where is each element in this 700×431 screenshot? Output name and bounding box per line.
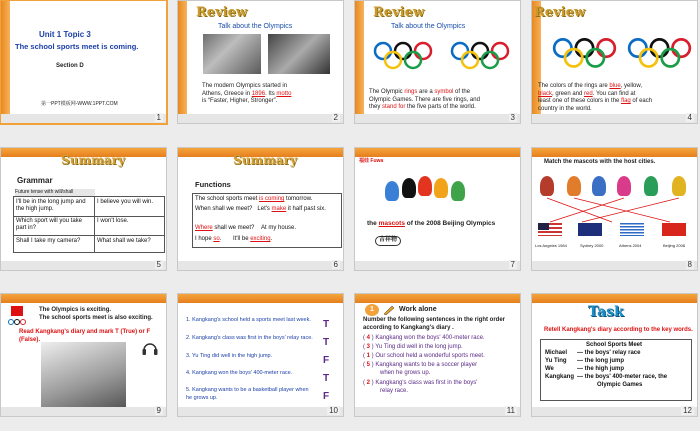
slide-subtitle: The school sports meet is coming. — [15, 42, 139, 51]
slide-footer-bar — [1, 261, 166, 270]
slide-line: The Olympics is exciting. — [39, 307, 112, 313]
slide-heading: Talk about the Olympics — [218, 23, 293, 30]
tf-item: 2. Kangkang's class was first in the boys' relay race. — [186, 335, 313, 341]
summary-banner: Summary — [61, 153, 125, 167]
slide-number: 3 — [510, 113, 515, 122]
table-header: Future tense with will/shall — [15, 189, 95, 197]
task-box: School Sports Meet Michael — the boys' relay race Yu Ting — the long jump We — the high jump Kangkang — the boys' 400-meter race, the Olympic Games — [540, 339, 692, 401]
activity-number-badge: 1 — [365, 304, 379, 316]
slide-number: 10 — [329, 406, 338, 415]
city-label: Athens 2004 — [619, 243, 642, 248]
list-item: ( 5 ) Kangkang wants to be a soccer player — [363, 362, 478, 368]
slide-footer-bar — [532, 407, 697, 416]
slide-line: The school sports meet is also exciting. — [39, 315, 153, 321]
instruction-text: Retell Kangkang's diary according to the key words. — [544, 327, 693, 333]
review-banner: Review — [534, 5, 586, 20]
list-item: relay race. — [380, 388, 409, 394]
slide-body: The modern Olympics started in Athens, Greece in 1896. Its motto is “Faster, Higher, Stronger”. — [202, 83, 292, 104]
slide-footer-bar — [1, 407, 166, 416]
section-heading: Grammar — [17, 176, 53, 185]
slide-number: 4 — [687, 113, 692, 122]
slide-number: 12 — [683, 406, 692, 415]
slide-accent-bar — [355, 1, 364, 123]
table-cell: Shall I take my camera? — [16, 238, 81, 244]
athletes-photo — [268, 34, 330, 74]
slide-thumbnail-6[interactable] — [177, 147, 344, 271]
slide-number: 7 — [510, 260, 515, 269]
city-label: Beijing 2008 — [663, 243, 686, 248]
slide-heading: Talk about the Olympics — [391, 23, 466, 30]
pencil-icon — [383, 305, 395, 315]
slide-accent-bar — [355, 148, 520, 157]
slide-thumbnail-9[interactable] — [0, 293, 167, 417]
list-item: ( 2 ) Kangkang's class was first in the boys' — [363, 380, 478, 386]
slide-footer-bar — [532, 261, 697, 270]
stadium-photo — [203, 34, 261, 74]
slide-accent-bar — [1, 294, 166, 303]
slide-thumbnail-11[interactable] — [354, 293, 521, 417]
table-cell: I'll be in the long jump and the high jump. — [16, 199, 86, 212]
list-item: when he grows up. — [380, 370, 431, 376]
slide-footer-bar — [178, 407, 343, 416]
slide-number: 5 — [156, 260, 161, 269]
table-cell: I won't lose. — [97, 218, 129, 224]
slide-number: 2 — [333, 113, 338, 122]
task-banner: Task — [588, 304, 624, 320]
greece-flag-icon — [620, 223, 644, 236]
australia-flag-icon — [578, 223, 602, 236]
usa-flag-icon — [538, 223, 562, 236]
tf-answer: T — [323, 319, 330, 330]
slide-heading: Match the mascots with the host cities. — [544, 159, 656, 165]
slide-number: 8 — [687, 260, 692, 269]
match-lines — [532, 148, 698, 271]
slide-thumbnail-7[interactable] — [354, 147, 521, 271]
tf-answer: T — [323, 373, 330, 384]
slide-accent-bar — [178, 1, 187, 123]
headphones-icon — [141, 340, 159, 356]
list-item: ( 1 ) Our school held a wonderful sports meet. — [363, 353, 485, 359]
list-item: ( 3 ) Yu Ting did well in the long jump. — [363, 344, 463, 350]
slide-footer-bar — [178, 114, 343, 123]
grammar-table — [13, 196, 165, 253]
tf-item: 1. Kangkang's school held a sports meet last week. — [186, 317, 311, 323]
slide-footer-bar — [178, 261, 343, 270]
fuwa-tag: 福娃 Fuwa — [359, 158, 384, 164]
slide-number: 11 — [506, 406, 515, 415]
city-label: Sydney 2000 — [580, 243, 604, 248]
tf-item: 5. Kangkang wants to be a basketball player when he grows up. — [186, 387, 309, 401]
footer-text: 第一PPT模板网-WWW.1PPT.COM — [41, 101, 118, 107]
slide-thumbnail-12[interactable] — [531, 293, 698, 417]
review-banner: Review — [196, 5, 248, 20]
slide-number: 1 — [156, 113, 161, 122]
slide-footer-bar — [355, 407, 520, 416]
slide-body: The colors of the rings are blue, yellow, black, green and red. You can find at least one of these colors in the flag of each country in the world. — [538, 83, 653, 112]
slide-footer-bar — [1, 114, 166, 123]
olympic-rings-icon — [627, 35, 692, 73]
slide-footer-bar — [355, 114, 520, 123]
slide-thumbnail-8[interactable] — [531, 147, 698, 271]
instruction-text: Read Kangkang's diary and mark T (True) or F (False). — [19, 329, 151, 343]
slide-title: Unit 1 Topic 3 — [39, 30, 91, 39]
tf-item: 3. Yu Ting did well in the high jump. — [186, 353, 273, 359]
section-label: Section D — [56, 63, 84, 69]
slide-thumbnail-3[interactable] — [354, 0, 521, 124]
tf-item: 4. Kangkang won the boys' 400-meter race. — [186, 370, 293, 376]
china-flag-icon — [662, 223, 686, 236]
olympic-rings-icon — [552, 35, 617, 73]
slide-heading: Work alone — [399, 306, 437, 313]
slide-thumbnail-2[interactable] — [177, 0, 344, 124]
slide-footer-bar — [532, 114, 697, 123]
slide-footer-bar — [355, 261, 520, 270]
slide-number: 6 — [333, 260, 338, 269]
summary-banner: Summary — [233, 153, 297, 167]
list-item: ( 4 ) Kangkang won the boys' 400-meter race. — [363, 335, 485, 341]
slide-accent-bar — [532, 294, 697, 303]
tf-answer: F — [323, 355, 330, 366]
slide-number: 9 — [156, 406, 161, 415]
slide-body: The Olympic rings are a symbol of the Olympic Games. There are five rings, and they stand for the five parts of the world. — [369, 89, 480, 110]
table-cell: What shall we take? — [97, 238, 151, 244]
slide-accent-bar — [355, 294, 520, 303]
olympic-rings-icon — [450, 39, 510, 74]
table-cell: I believe you will win. — [97, 199, 154, 205]
instruction-text: Number the following sentences in the right order according to Kangkang's diary . — [363, 317, 506, 331]
tf-answer: F — [323, 391, 330, 402]
slide-thumbnail-5[interactable] — [0, 147, 167, 271]
slide-thumbnail-1[interactable] — [0, 0, 167, 124]
slide-thumbnail-4[interactable] — [531, 0, 698, 124]
review-banner: Review — [373, 5, 425, 20]
olympic-rings-icon — [373, 39, 433, 74]
table-cell: Which sport will you take part in? — [16, 218, 83, 231]
functions-box: The school sports meet is coming tomorrow. When shall we meet? Let's make it half past six. Where shall we meet? At my house. I hope so. It'll be exciting. — [192, 193, 342, 248]
mascots-caption: the mascots of the 2008 Beijing Olympics — [367, 220, 496, 227]
slide-thumbnail-10[interactable] — [177, 293, 344, 417]
beijing-olympics-logo-icon — [7, 306, 27, 328]
section-heading: Functions — [195, 180, 231, 189]
girl-reading-photo — [41, 342, 126, 408]
slide-accent-bar — [1, 1, 10, 123]
tf-answer: T — [323, 337, 330, 348]
box-title: School Sports Meet — [586, 342, 643, 348]
slide-accent-bar — [178, 294, 343, 303]
mascot-button: 吉祥物 — [375, 236, 401, 246]
city-label: Los Angeles 1984 — [535, 243, 567, 248]
